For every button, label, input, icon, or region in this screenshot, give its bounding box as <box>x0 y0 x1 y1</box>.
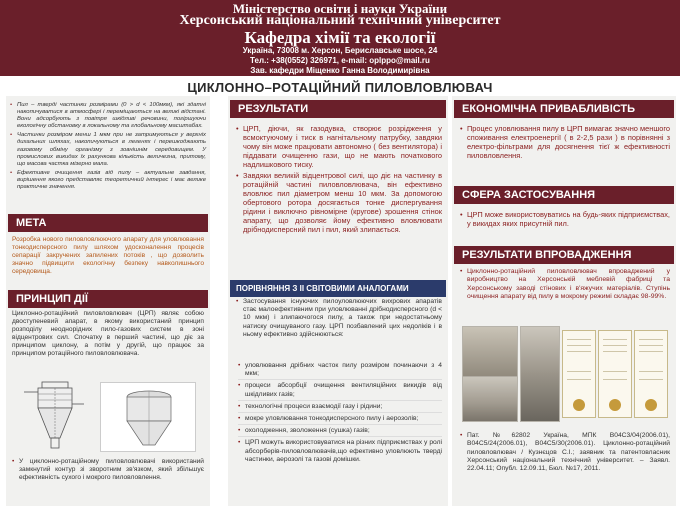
usage-text <box>460 210 670 230</box>
list-item: • Завдяки великій відцентрової силі, що діє на частинку в ротаційній частині пиловловлювача, він ефективно вловлює пил діаметром менш 10 мкм. За допомогою обертового ротора досягається тонке диспергування рідини і виключно рівномірне (кругове) зрошення стінок апарату, що дозволяє йому ефективно вловлювати дрібнодисперсний пил і пил, який злипається. <box>236 171 442 234</box>
equipment-photo <box>520 326 560 422</box>
list-item: • Пат. №62802 Україна, МПК В04С3/04(2006.01), В04С5/24(2006.01), В04С5/30(2006.01). Циклонно-ротаційний пиловловлювач / Кузнєцов С.І.; заявник та патентовласник Херсонський національний технічний університет. – Заявл. 22.04.11; Опубл. 12.09.11, Бюл. №17, 2011. <box>460 432 670 473</box>
list-item: • Пил – тверді частинки розмірами (0 > d < 100мкм), які здатні накопичуватися в атмосфері і переміщаються на великі відстані. Вони адсорбують з повітря шкідливі речовини, погіршуючи екологічну обстановку в локальному та глобальному масштабах. <box>10 102 206 130</box>
principle-heading: ПРИНЦИП ДІЇ <box>8 290 208 308</box>
certificate-image <box>634 330 668 418</box>
comparison-intro <box>236 298 442 341</box>
list-item: • Ефективне очищення газів від пилу – актуальне завдання, вирішення якого представляє теоретичний інтерес і має велике практичне значення. <box>10 170 206 191</box>
contacts-line: Тел.: +38(0552) 326971, e-mail: oplppo@mail.ru <box>250 56 430 65</box>
department-title: Кафедра хімії та екології <box>244 28 436 47</box>
patent-text <box>460 432 670 475</box>
principle-footer <box>12 458 204 484</box>
economy-heading: ЕКОНОМІЧНА ПРИВАБЛИВІСТЬ <box>454 100 674 118</box>
poster-header <box>0 0 680 76</box>
university-title: Херсонський національний технічний університет <box>179 13 501 28</box>
list-item: • технологічні процеси взаємодії газу і рідини; <box>238 403 442 413</box>
results-heading: РЕЗУЛЬТАТИ <box>230 100 446 118</box>
list-item: • уловлювання дрібних часток пилу розміром починаючи з 4 мкм; <box>238 362 442 380</box>
principle-text: Циклонно-ротаційний пиловловлювач (ЦРП) являє собою двоступеневий апарат, в якому використаний принцип розподілу неоднорідних пило-газових систем в зоні відцентрових сил. Спочатку в перший частині, що діє за принципом циклону, а потім у другій, що працює за принципом ротаційного пиловловлювача. <box>12 310 204 357</box>
certificate-image <box>598 330 632 418</box>
economy-text <box>460 124 670 162</box>
ministry-title: Міністерство освіти і науки України <box>232 1 448 16</box>
list-item: • ЦРП, діючи, як газодувка, створює розрідження у всмоктуючому і тиск в нагнітальному патрубку, завдяки чому він може працювати автономно ( без вентилятора) і піддавати очищенню гази, що не мають початкового надлишкового тиску. <box>236 124 442 169</box>
comparison-heading: ПОРІВНЯННЯ З ІІ СВІТОВИМИ АНАЛОГАМИ <box>230 280 446 297</box>
comparison-list <box>238 362 442 466</box>
equipment-photo <box>462 376 518 422</box>
head-of-department: Зав. кафедри Міщенко Ганна Володимирівна <box>250 66 430 75</box>
list-item: • ЦРП можуть використовуватися на різних підприємствах у ролі абсорберів-пиловловлювачів,що ефективно уловлюють тверді частинки, аерозолі та газові домішки. <box>238 439 442 464</box>
list-item: • Циклонно-ротаційний пиловловлювач впроваджений у виробництво на Херсонській меблевій фабриці та Херсонському заводі стінових і в'яжучих матеріалів. Ступінь очищення апарату від пилу в мокрому режимі складає 98-99%. <box>460 268 670 301</box>
implementation-heading: РЕЗУЛЬТАТИ ВПРОВАДЖЕННЯ <box>454 246 674 264</box>
list-item: • Частинки розміром менш 1 мкм при не затримуються у верхніх дихальних шляхах, накопичуються в легенях і перешкоджають газовому обміну організму з зовнішнім середовищем. У промислових викидах їх рахункова кількість величезна, притому, що масова частка мізерно мала. <box>10 132 206 167</box>
certificate-image <box>562 330 596 418</box>
usage-heading: СФЕРА ЗАСТОСУВАННЯ <box>454 186 674 204</box>
list-item: • У циклонно-ротаційному пиловловлювачі використаний замкнутий контур зі зворотним зв'язком, який збільшує ефективність сухого і мокрого пиловловлення. <box>12 458 204 482</box>
diagram-photo <box>100 382 196 452</box>
list-item: • процеси абсорбції очищення вентиляційних викидів від шкідливих газів; <box>238 382 442 400</box>
poster-title: ЦИКЛОННО–РОТАЦІЙНИЙ ПИЛОВЛОВЛЮВАЧ <box>187 80 493 95</box>
results-text <box>236 124 442 236</box>
list-item: • ЦРП може використовуватись на будь-яких підприємствах, у викидах яких присутній пил. <box>460 210 670 228</box>
goal-text: Розробка нового пиловловлюючого апарату для уловлювання тонкодисперсного пилу шляхом удосконалення процесів сепарації закручених запилених потоків , що дозволить значно підвищити екологічну безпеку навколишнього середовища. <box>12 236 204 275</box>
list-item: • Застосування існуючих пилоуловлюючих вихрових апаратів стає малоефективним при уловлюванні дрібнодисперсного (d < 10 мкм) і злипаючогося пилу, а також при недостатньому натиску очищуваного газу. ЦРП позбавлений цих недоліків і в ньому ефективно здійснюються: <box>236 298 442 339</box>
cyclone-diagram <box>20 380 90 454</box>
list-item: • Процес уловлювання пилу в ЦРП вимагає значно меншого споживання електроенергії ( в 2-2,5 рази ) в порівнянні з електро-фільтрами для досягнення тієї ж ефективності пиловловлення. <box>460 124 670 160</box>
list-item: • мокре уловлювання тонкодисперсного пилу і аерозолів; <box>238 415 442 425</box>
implementation-text <box>460 268 670 303</box>
goal-heading: МЕТА <box>8 214 208 232</box>
address-line: Україна, 73008 м. Херсон, Бериславське шосе, 24 <box>242 46 438 55</box>
intro-block <box>10 102 206 193</box>
list-item: • охолодження, зволоження (сушка) газів; <box>238 427 442 437</box>
